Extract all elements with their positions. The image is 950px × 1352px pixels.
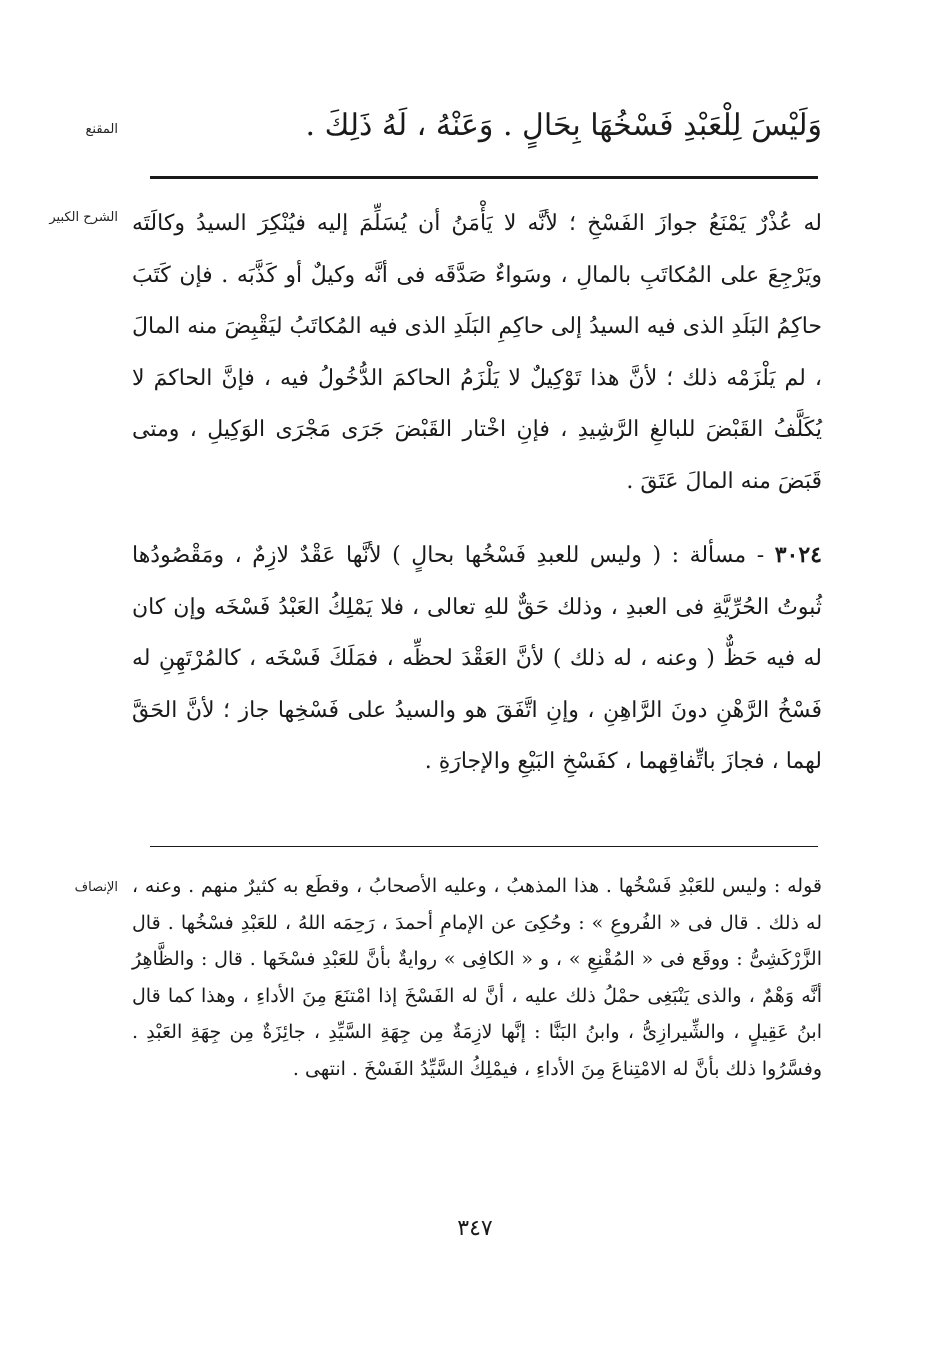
insaf-paragraph: قوله : وليس للعَبْدِ فَسْخُها . هذا المذهبُ ، وعليه الأصحابُ ، وقطَع به كثيرٌ منهم . وعنه ، له ذلك . قال فى « الفُروعِ » : وحُكِىَ عن الإمامِ أحمدَ ، رَحِمَه اللهُ ، للعَبْدِ فسْخُها . قال الزَّرْكَشِىُّ : ووقَع فى « المُقْنِعِ » ، و « الكافِى » روايةٌ بأنَّ للعَبْدِ فسْخَها . قال : والظَّاهِرُ أنَّه وَهْمٌ ، والذى يَنْبَغِى حمْلُ ذلك عليه ، أنَّ له الفَسْخَ إذا امْتنَعَ مِنَ الأداءِ ، وهذا كما قال ابنُ عَقِيلٍ ، والشِّيرازِىُّ ، وابنُ البَنَّا : إنَّها لازِمَةٌ مِن جِهَةِ السَّيِّدِ ، جائِزَةٌ مِن جِهَةِ العَبْدِ . وفسَّرُوا ذلك بأنَّ له الامْتِناعَ مِنَ الأداءِ ، فيمْلِكُ السَّيِّدُ الفَسْخَ . انتهى . bbox=[132, 875, 822, 1080]
masala-paragraph bbox=[132, 530, 822, 788]
masala-body: - مسألة : ( وليس للعبدِ فَسْخُها بحالٍ ) لأنَّها عَقْدٌ لازِمٌ ، ومَقْصُودُها ثُبوتُ الحُرِّيَّةِ فى العبدِ ، وذلك حَقٌّ للهِ تعالى ، فلا يَمْلِكُ العَبْدُ فَسْخَه وإن كان له فيه حَظٌّ ( وعنه ، له ذلك ) لأنَّ العَقْدَ لحظِّه ، فمَلَكَ فَسْخَه ، كالمُرْتَهِنِ له فَسْخُ الرَّهْنِ دونَ الرَّاهِنِ ، وإنِ اتَّفَقَ هو والسيدُ على فَسْخِها جاز ؛ لأنَّ الحَقَّ لهما ، فجازَ باتِّفاقِهما ، كفَسْخِ البَيْعِ والإجارَةِ . bbox=[132, 543, 822, 774]
sharh-paragraph: له عُذْرٌ يَمْنَعُ جوازَ الفَسْخِ ؛ لأنَّه لا يَأْمَنُ أن يُسَلِّمَ إليه فيُنْكِرَ السيدُ وكالَتَه ويَرْجِعَ على المُكاتَبِ بالمالِ ، وسَواءٌ صَدَّقَه فى أنَّه وكيلٌ أو كَذَّبَه . فإن كَتَبَ حاكِمُ البَلَدِ الذى فيه السيدُ إلى حاكِمِ البَلَدِ الذى فيه المُكاتَبُ ليَقْبِضَ منه المالَ ، لم يَلْزَمْه ذلك ؛ لأنَّ هذا تَوْكِيلٌ لا يَلْزَمُ الحاكمَ الدُّخُولُ فيه ، فإنَّ الحاكمَ لا يُكَلَّفُ القَبْضَ للبالغِ الرَّشِيدِ ، فإنِ اخْتار القَبْضَ جَرَى مَجْرَى الوَكِيلِ ، ومتى قَبَضَ منه المالَ عَتَقَ . bbox=[132, 211, 822, 494]
matn-line: وَلَيْسَ لِلْعَبْدِ فَسْخُهَا بِحَالٍ . وَعَنْهُ ، لَهُ ذَلِكَ . bbox=[305, 108, 822, 143]
insaf-text bbox=[132, 868, 822, 1087]
label-insaf: الإنصاف bbox=[74, 880, 118, 895]
top-rule bbox=[150, 176, 818, 179]
label-sharh: الشرح الكبير bbox=[49, 210, 118, 225]
masala-number: ٣٠٢٤ bbox=[774, 542, 822, 568]
sharh-text bbox=[132, 198, 822, 507]
label-muqni: المقنع bbox=[85, 122, 118, 137]
middle-rule bbox=[150, 846, 818, 847]
matn-text bbox=[132, 100, 822, 152]
page-number: ٣٤٧ bbox=[457, 1216, 493, 1241]
masala-text bbox=[132, 530, 822, 788]
